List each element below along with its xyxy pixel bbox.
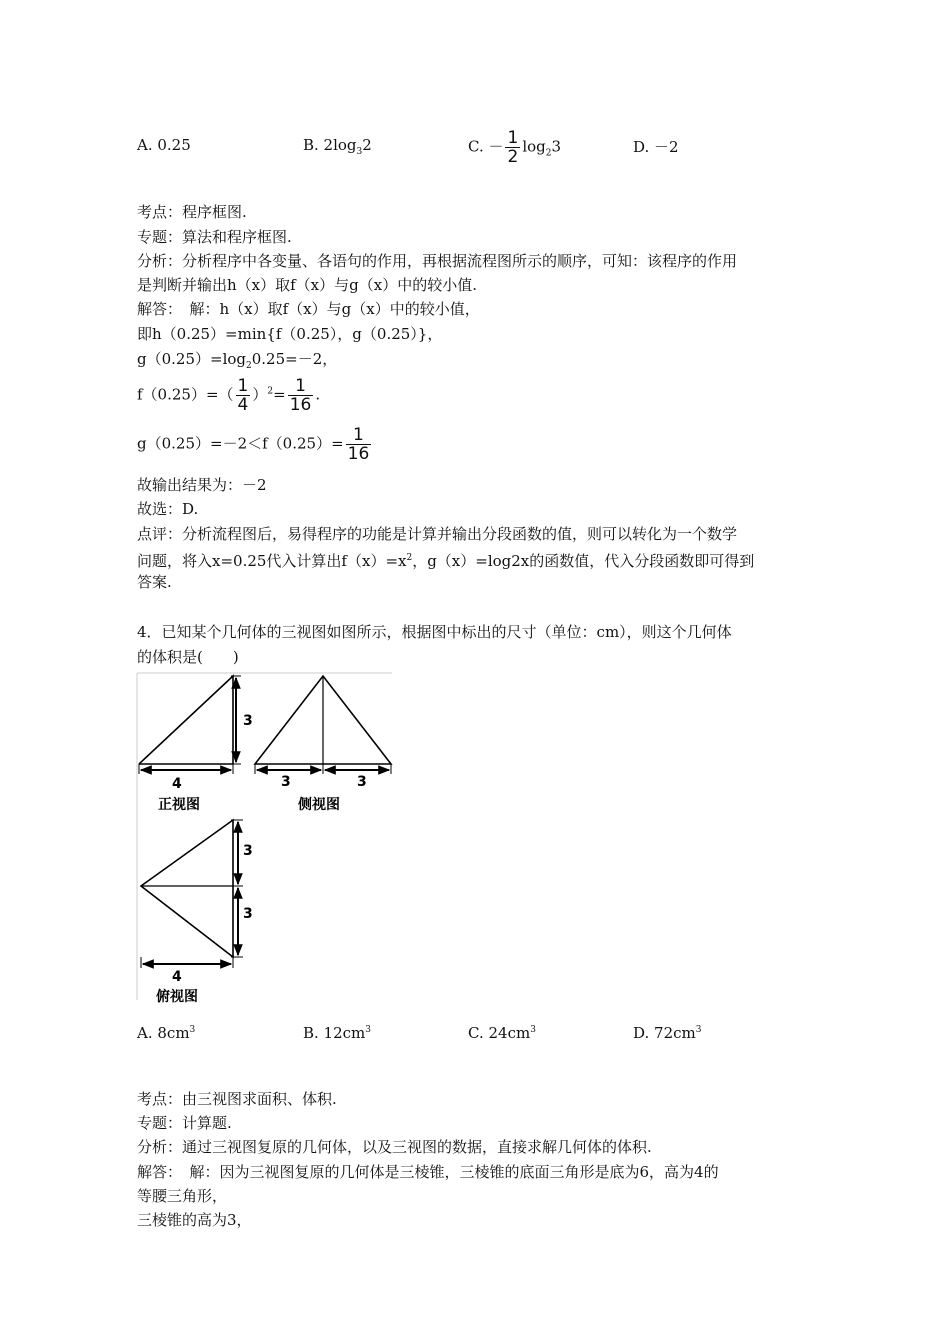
q3-result: 故输出结果为：－2 — [137, 476, 267, 494]
side-left-label: 3 — [281, 774, 291, 790]
q3-dianping-1: 点评：分析流程图后，易得程序的功能是计算并输出分段函数的值，则可以转化为一个数学 — [137, 525, 738, 543]
front-height-label: 3 — [243, 713, 253, 729]
q3-zhuanti: 专题：算法和程序框图. — [137, 228, 292, 246]
three-view-figure — [135, 670, 395, 1005]
q3-option-b: B. $2\log_32$ — [303, 136, 372, 157]
top-view-label: 俯视图 — [156, 989, 198, 1005]
q3-option-c: C. － $\frac{1}{2}$ $\log_23$ — [468, 128, 562, 167]
q3-kaodian: 考点：程序框图. — [137, 203, 247, 221]
q4-jieda-1: 解答： 解：因为三视图复原的几何体是三棱锥，三棱锥的底面三角形是底为6，高为4的 — [137, 1163, 719, 1181]
front-width-label: 4 — [172, 776, 182, 792]
q3-jieda-4: f（0.25）=（ $\frac{1}{4}$ ）$^2$= $\frac{1}{16}$ . — [137, 376, 321, 415]
top-view-triangle — [141, 820, 233, 957]
q4-option-d: D. $72cm^3$ — [633, 1024, 702, 1042]
q3-fenxi-2: 是判断并输出h（x）取f（x）与g（x）中的较小值. — [137, 276, 477, 294]
q3-jieda-3: $g(0.25)=\log_20.25=-2$， — [137, 350, 338, 371]
q3-guxuan: 故选：D. — [137, 500, 199, 518]
front-view-triangle — [139, 676, 233, 764]
q3-dianping-2: 问题，将入x=0.25代入计算出$f(x)=x^2$，g（x）=log2x的函数值，代入分段函数即可得到 — [137, 552, 755, 570]
front-view-label: 正视图 — [158, 797, 200, 813]
q4-option-c: C. $24cm^3$ — [468, 1024, 536, 1042]
q4-option-b: B. $12cm^3$ — [303, 1024, 372, 1042]
front-view — [139, 676, 253, 813]
q3-jieda-2: 即h（0.25）=min{f（0.25），g（0.25）}， — [137, 325, 443, 343]
top-view — [141, 820, 253, 1005]
q4-fenxi: 分析：通过三视图复原的几何体，以及三视图的数据，直接求解几何体的体积. — [137, 1138, 652, 1156]
top-width-label: 4 — [172, 969, 182, 985]
q3-dianping-3: 答案. — [137, 573, 172, 591]
q4-jieda-3: 三棱锥的高为3， — [137, 1211, 252, 1229]
side-view-label: 侧视图 — [298, 797, 340, 813]
q3-jieda-1: 解答： 解：h（x）取f（x）与g（x）中的较小值， — [137, 300, 480, 318]
q4-option-a: A. $8cm^3$ — [137, 1024, 196, 1042]
q4-kaodian: 考点：由三视图求面积、体积. — [137, 1090, 337, 1108]
top-lower-label: 3 — [243, 906, 253, 922]
q3-option-a: A. 0.25 — [137, 136, 191, 154]
top-upper-label: 3 — [243, 843, 253, 859]
q3-fenxi-1: 分析：分析程序中各变量、各语句的作用，再根据流程图所示的顺序，可知：该程序的作用 — [137, 252, 738, 270]
q4-stem-2: 的体积是( ) — [137, 648, 239, 666]
q3-jieda-5: g（0.25）=－2＜f（0.25）= $\frac{1}{16}$ — [137, 425, 370, 464]
q4-zhuanti: 专题：计算题. — [137, 1114, 232, 1132]
q4-stem-1: 4．已知某个几何体的三视图如图所示，根据图中标出的尺寸（单位：cm），则这个几何体 — [137, 623, 732, 641]
q4-jieda-2: 等腰三角形， — [137, 1187, 228, 1205]
q3-option-d: D. －2 — [633, 138, 679, 156]
side-view — [255, 676, 391, 813]
side-right-label: 3 — [357, 774, 367, 790]
